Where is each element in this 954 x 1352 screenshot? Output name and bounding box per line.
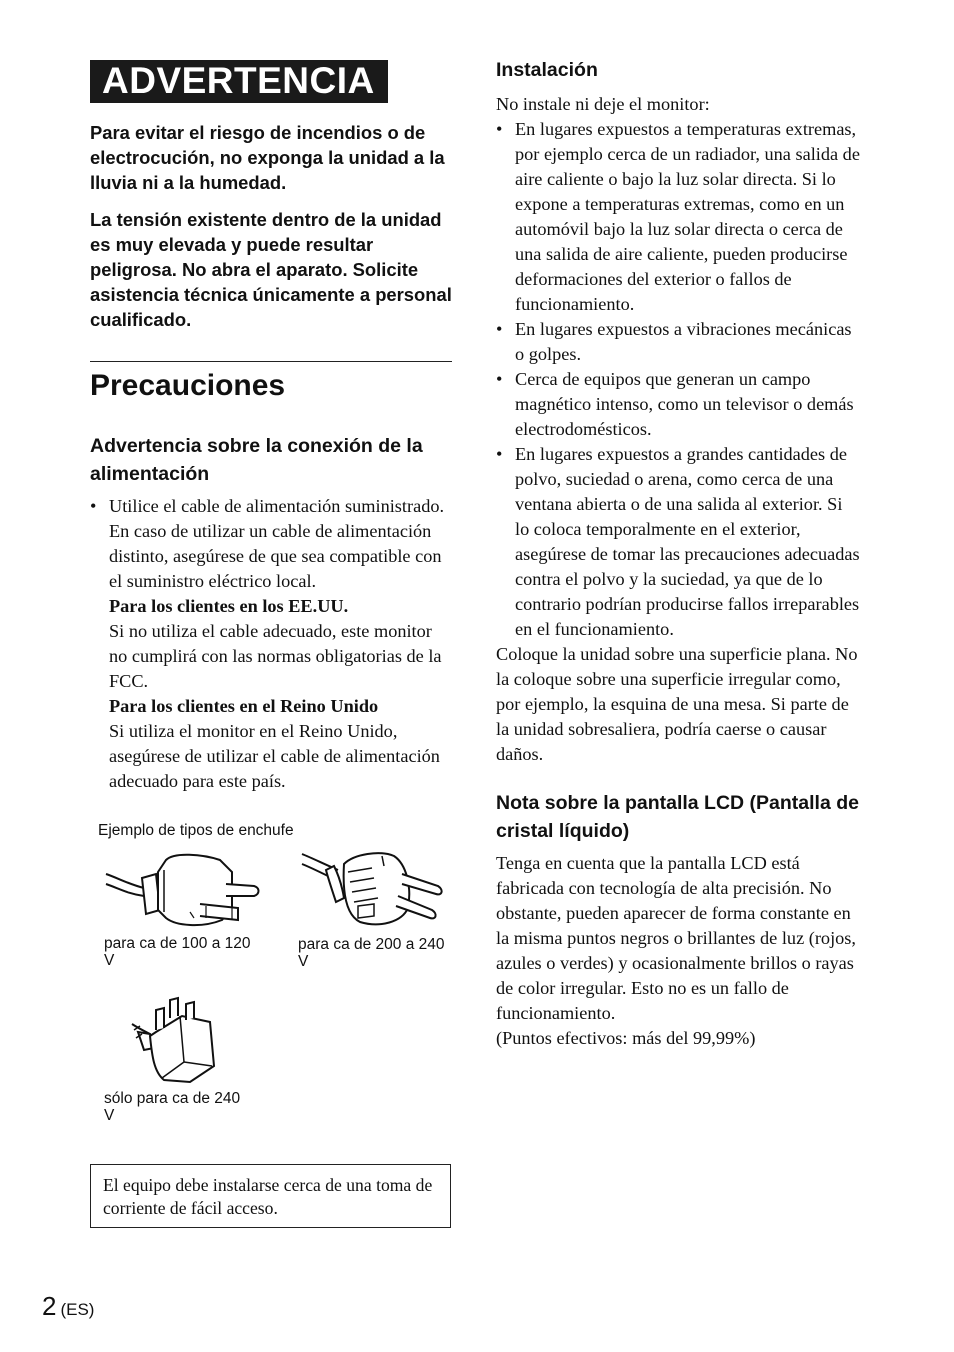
list-item xyxy=(496,117,861,317)
lcd-note-heading: Nota sobre la pantalla LCD (Pantalla de cristal líquido) xyxy=(496,792,859,842)
page-number: 2 xyxy=(42,1291,57,1321)
warning-title: ADVERTENCIA xyxy=(90,60,388,103)
installation-intro: No instale ni deje el monitor: xyxy=(496,94,710,114)
power-cable-text: Utilice el cable de alimentación suministrado. En caso de utilizar un cable de alimentación distinto, asegúrese de que sea compatible con el suministro eléctrico local. xyxy=(109,496,445,591)
warning-paragraph-fire: Para evitar el riesgo de incendios o de electrocución, no exponga la unidad a la lluvia ni a la humedad. xyxy=(90,122,445,193)
installation-bullet-list xyxy=(496,117,861,642)
precautions-title: Precauciones xyxy=(90,369,286,402)
installation-bullet-text: En lugares expuestos a temperaturas extremas, por ejemplo cerca de un radiador, una salida de aire caliente o bajo la luz solar directa. Si lo expone a temperaturas extremas, como en un automóvil bajo la luz solar directa o cerca de una salida de aire caliente, pueden producirse deformaciones del exterior o fallos de funcionamiento. xyxy=(515,119,860,314)
us-customers-block xyxy=(90,594,452,794)
plug-item-uk xyxy=(104,996,254,1124)
language-code: (ES) xyxy=(60,1300,95,1319)
plug-eu-icon xyxy=(298,846,454,934)
installation-outro: Coloque la unidad sobre una superficie plana. No la coloque sobre una superficie irregular como, por ejemplo, la esquina de una mesa. Si parte de la unidad sobresaliera, podría caerse o causar daños. xyxy=(496,644,858,764)
lcd-note-text: Tenga en cuenta que la pantalla LCD está fabricada con tecnología de alta precisión. No obstante, pueden aparecer de forma constante en la misma puntos negros o brillantes de luz (rojos, azules o verdes) y ocasionalmente brillos o rayas de color irregular. Esto no es un fallo de funcionamiento. xyxy=(496,853,856,1023)
page-footer xyxy=(42,1291,94,1322)
list-item xyxy=(496,367,861,442)
right-column xyxy=(496,56,861,1051)
bullet-icon: • xyxy=(90,496,97,516)
plug-item-us xyxy=(104,848,264,969)
plug-uk-label: sólo para ca de 240 V xyxy=(104,1090,241,1124)
installation-bullet-text: En lugares expuestos a grandes cantidades de polvo, suciedad o arena, como cerca de una ventana abierta o de una salida al exterior. Si lo coloca temporalmente en el exterior, asegúrese de tomar las precauciones adecuadas contra el polvo y la suciedad, ya que de lo contrario podrían producirse fallos irreparables en el funcionamiento. xyxy=(515,444,860,639)
bullet-icon: • xyxy=(496,319,503,339)
list-item xyxy=(496,317,861,367)
warning-paragraph-voltage: La tensión existente dentro de la unidad es muy elevada y puede resultar peligrosa. No abra el aparato. Solicite asistencia técnica únicamente a personal cualificado. xyxy=(90,209,452,330)
left-column xyxy=(90,60,452,1218)
bullet-icon: • xyxy=(496,369,503,389)
plug-examples xyxy=(90,848,452,1128)
plug-us-icon xyxy=(104,848,264,934)
list-item xyxy=(496,442,861,642)
bullet-icon: • xyxy=(496,444,503,464)
installation-heading: Instalación xyxy=(496,59,598,81)
plug-item-eu xyxy=(298,846,454,970)
uk-customers-heading: Para los clientes en el Reino Unido xyxy=(109,696,379,716)
bullet-icon: • xyxy=(496,119,503,139)
plug-uk-icon xyxy=(104,996,224,1088)
uk-customers-text: Si utiliza el monitor en el Reino Unido, asegúrese de utilizar el cable de alimentación adecuado para este país. xyxy=(109,721,440,791)
power-bullet-list xyxy=(90,494,452,594)
installation-bullet-text: En lugares expuestos a vibraciones mecánicas o golpes. xyxy=(515,319,852,364)
lcd-effective-points: (Puntos efectivos: más del 99,99%) xyxy=(496,1028,756,1048)
us-customers-heading: Para los clientes en los EE.UU. xyxy=(109,596,349,616)
plug-examples-caption: Ejemplo de tipos de enchufe xyxy=(98,822,294,839)
plug-us-label: para ca de 100 a 120 V xyxy=(104,935,251,969)
list-item xyxy=(90,494,452,594)
installation-note-box xyxy=(90,1164,451,1228)
installation-bullet-text: Cerca de equipos que generan un campo magnético intenso, como un televisor o demás electrodomésticos. xyxy=(515,369,854,439)
section-divider xyxy=(90,361,452,362)
power-connection-heading: Advertencia sobre la conexión de la alimentación xyxy=(90,435,423,485)
installation-note-text: El equipo debe instalarse cerca de una toma de corriente de fácil acceso. xyxy=(103,1175,433,1218)
us-customers-text: Si no utiliza el cable adecuado, este monitor no cumplirá con las normas obligatorias de la FCC. xyxy=(109,621,442,691)
plug-eu-label: para ca de 200 a 240 V xyxy=(298,936,445,970)
